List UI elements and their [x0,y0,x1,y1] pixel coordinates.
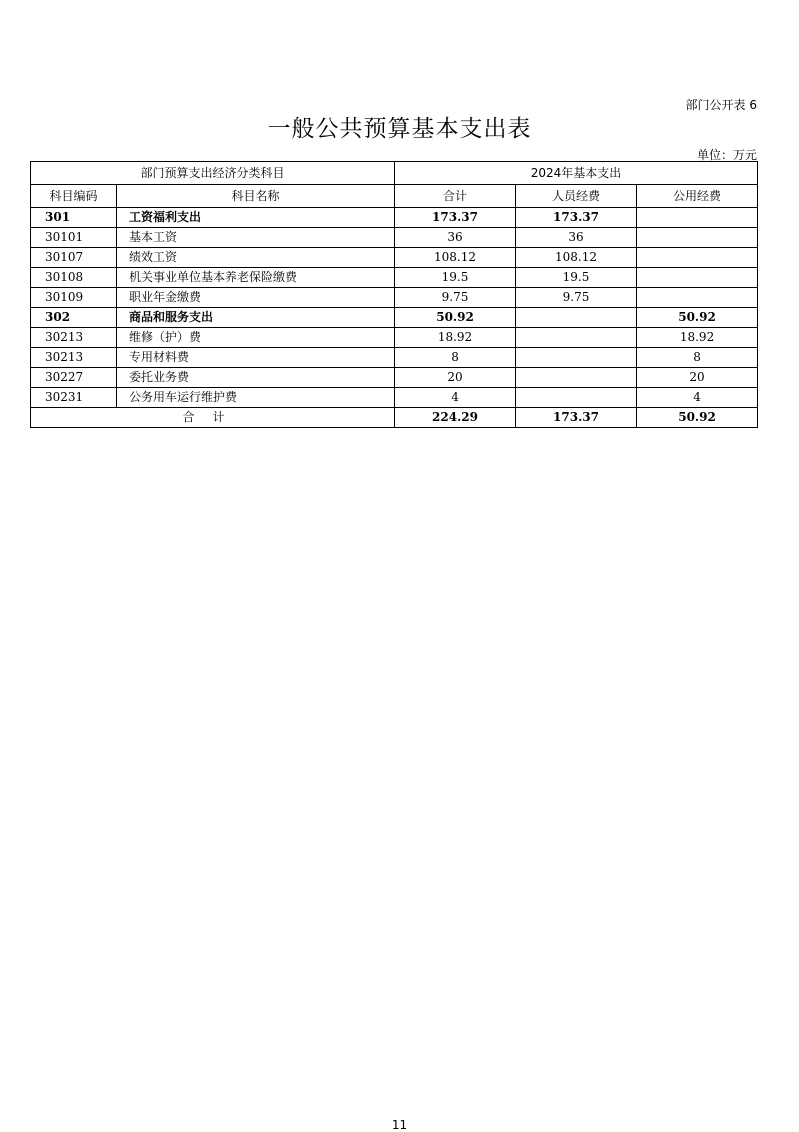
header-public: 公用经费 [637,185,758,208]
row-total: 8 [395,348,516,368]
row-personnel [516,388,637,408]
row-public: 20 [637,368,758,388]
row-total: 50.92 [395,308,516,328]
header-basic-expenditure: 2024年基本支出 [395,162,758,185]
row-code: 30107 [31,248,117,268]
header-group-row [31,162,758,185]
row-code: 30231 [31,388,117,408]
row-code: 302 [31,308,117,328]
unit-label: 单位：万元 [696,148,757,162]
row-personnel: 19.5 [516,268,637,288]
row-name: 绩效工资 [117,248,395,268]
row-code: 301 [31,208,117,228]
row-public [637,248,758,268]
row-public: 8 [637,348,758,368]
row-personnel: 36 [516,228,637,248]
row-code: 30227 [31,368,117,388]
total-personnel: 173.37 [516,408,637,428]
header-economic-classification: 部门预算支出经济分类科目 [31,162,395,185]
row-name: 商品和服务支出 [117,308,395,328]
row-total: 18.92 [395,328,516,348]
row-personnel [516,368,637,388]
row-personnel: 173.37 [516,208,637,228]
row-public: 18.92 [637,328,758,348]
row-total: 19.5 [395,268,516,288]
row-total: 4 [395,388,516,408]
row-name: 委托业务费 [117,368,395,388]
form-number: 部门公开表 6 [685,98,757,112]
row-code: 30109 [31,288,117,308]
page-title: 一般公共预算基本支出表 [267,116,532,142]
row-public [637,268,758,288]
row-code: 30213 [31,328,117,348]
header-total: 合计 [395,185,516,208]
row-public: 50.92 [637,308,758,328]
budget-table [30,161,758,428]
header-code: 科目编码 [31,185,117,208]
table-row [31,368,758,388]
row-personnel [516,308,637,328]
row-public [637,228,758,248]
row-personnel [516,328,637,348]
row-name: 职业年金缴费 [117,288,395,308]
total-label: 合计 [31,408,395,428]
row-code: 30108 [31,268,117,288]
table-row [31,268,758,288]
page-number: 11 [391,1118,408,1132]
row-personnel: 9.75 [516,288,637,308]
total-row [31,408,758,428]
row-code: 30101 [31,228,117,248]
row-public [637,288,758,308]
table-row [31,248,758,268]
total-public: 50.92 [637,408,758,428]
row-name: 公务用车运行维护费 [117,388,395,408]
row-total: 173.37 [395,208,516,228]
table-row [31,308,758,328]
total-sum: 224.29 [395,408,516,428]
table-row [31,208,758,228]
header-personnel: 人员经费 [516,185,637,208]
row-name: 机关事业单位基本养老保险缴费 [117,268,395,288]
row-total: 108.12 [395,248,516,268]
table-row [31,288,758,308]
row-personnel: 108.12 [516,248,637,268]
row-public: 4 [637,388,758,408]
table-row [31,328,758,348]
header-column-row [31,185,758,208]
row-name: 基本工资 [117,228,395,248]
row-name: 专用材料费 [117,348,395,368]
row-public [637,208,758,228]
table-row [31,348,758,368]
table-row [31,228,758,248]
row-name: 维修（护）费 [117,328,395,348]
row-total: 20 [395,368,516,388]
row-personnel [516,348,637,368]
table-row [31,388,758,408]
row-total: 9.75 [395,288,516,308]
row-name: 工资福利支出 [117,208,395,228]
row-total: 36 [395,228,516,248]
row-code: 30213 [31,348,117,368]
header-name: 科目名称 [117,185,395,208]
